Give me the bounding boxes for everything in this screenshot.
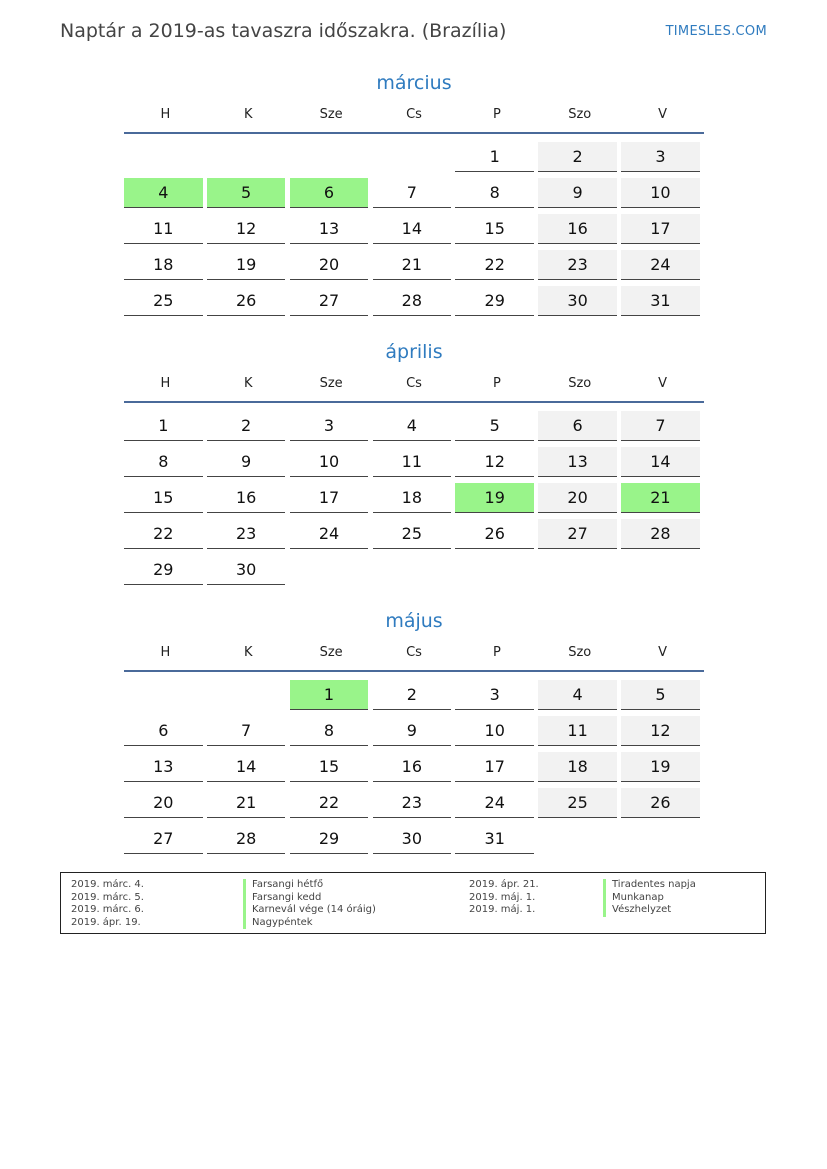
weekday-label: V	[658, 644, 668, 660]
empty-cell	[455, 555, 534, 585]
day-cell: 10	[621, 178, 700, 208]
legend-names-left	[243, 879, 376, 929]
brand-link[interactable]: TIMESLES.COM	[665, 24, 767, 39]
day-cell: 4	[373, 411, 452, 441]
day-cell: 12	[455, 447, 534, 477]
weekday-label: V	[658, 375, 668, 391]
day-grid	[124, 138, 704, 318]
week-row	[124, 246, 704, 282]
weekday-label: Szo	[568, 644, 592, 660]
day-cell: 14	[207, 752, 286, 782]
weekday-header	[124, 365, 704, 403]
legend-holiday-name: Karnevál vége (14 óráig)	[243, 904, 376, 917]
day-cell: 31	[621, 286, 700, 316]
empty-cell	[207, 680, 286, 710]
day-cell: 14	[621, 447, 700, 477]
legend-date: 2019. máj. 1.	[469, 891, 536, 903]
day-cell: 22	[455, 250, 534, 280]
weekday-label: Sze	[319, 106, 343, 122]
day-cell: 29	[124, 555, 203, 585]
day-cell: 3	[455, 680, 534, 710]
day-cell: 28	[621, 519, 700, 549]
day-cell: 24	[290, 519, 369, 549]
weekday-label: P	[492, 644, 501, 660]
month-name: május	[385, 610, 443, 632]
day-cell: 17	[621, 214, 700, 244]
day-cell: 21	[373, 250, 452, 280]
weekday-label: K	[244, 644, 253, 660]
weekday-label: P	[492, 375, 501, 391]
week-row	[124, 515, 704, 551]
weekday-label: V	[658, 106, 668, 122]
day-cell: 26	[621, 788, 700, 818]
week-row	[124, 282, 704, 318]
legend-date: 2019. ápr. 21.	[469, 879, 539, 890]
legend-date: 2019. márc. 5.	[71, 891, 144, 903]
weekday-label: Sze	[319, 644, 343, 660]
day-cell: 30	[207, 555, 286, 585]
page-title: Naptár a 2019-as tavaszra időszakra. (Brazília)	[60, 20, 507, 42]
day-cell: 18	[124, 250, 203, 280]
weekday-label: Szo	[568, 375, 592, 391]
weekday-label: H	[160, 375, 171, 391]
day-cell: 16	[373, 752, 452, 782]
week-row	[124, 784, 704, 820]
day-cell: 6	[124, 716, 203, 746]
day-cell: 25	[538, 788, 617, 818]
month-calendar	[124, 608, 704, 856]
day-cell: 27	[290, 286, 369, 316]
day-cell: 25	[124, 286, 203, 316]
day-cell: 2	[538, 142, 617, 172]
day-cell: 29	[455, 286, 534, 316]
day-cell: 6	[538, 411, 617, 441]
day-cell: 8	[124, 447, 203, 477]
legend-date: 2019. márc. 6.	[71, 904, 144, 915]
day-cell: 24	[621, 250, 700, 280]
day-cell: 27	[538, 519, 617, 549]
week-row	[124, 551, 704, 587]
empty-cell	[124, 142, 203, 172]
day-cell: 17	[290, 483, 369, 513]
legend-dates-left	[71, 879, 144, 929]
day-cell: 1	[290, 680, 369, 710]
day-cell: 18	[373, 483, 452, 513]
day-cell: 3	[290, 411, 369, 441]
day-cell: 15	[290, 752, 369, 782]
day-cell: 24	[455, 788, 534, 818]
day-cell: 10	[455, 716, 534, 746]
legend-date: 2019. márc. 4.	[71, 879, 144, 890]
day-cell: 6	[290, 178, 369, 208]
empty-cell	[373, 555, 452, 585]
day-cell: 19	[621, 752, 700, 782]
day-cell: 12	[207, 214, 286, 244]
day-cell: 2	[207, 411, 286, 441]
day-cell: 8	[290, 716, 369, 746]
day-cell: 10	[290, 447, 369, 477]
weekday-header	[124, 96, 704, 134]
day-cell: 31	[455, 824, 534, 854]
day-cell: 16	[207, 483, 286, 513]
day-cell: 7	[621, 411, 700, 441]
day-cell: 13	[124, 752, 203, 782]
day-cell: 1	[455, 142, 534, 172]
day-cell: 2	[373, 680, 452, 710]
empty-cell	[207, 142, 286, 172]
week-row	[124, 676, 704, 712]
day-cell: 14	[373, 214, 452, 244]
empty-cell	[290, 555, 369, 585]
day-cell: 21	[621, 483, 700, 513]
weekday-label: P	[492, 106, 501, 122]
legend-holiday-name: Farsangi hétfő	[243, 879, 376, 892]
empty-cell	[621, 555, 700, 585]
week-row	[124, 820, 704, 856]
day-cell: 25	[373, 519, 452, 549]
legend-dates-right	[469, 879, 539, 917]
day-cell: 9	[538, 178, 617, 208]
empty-cell	[290, 142, 369, 172]
day-cell: 19	[207, 250, 286, 280]
day-cell: 7	[373, 178, 452, 208]
month-calendar	[124, 339, 704, 587]
day-grid	[124, 407, 704, 587]
week-row	[124, 138, 704, 174]
day-cell: 11	[373, 447, 452, 477]
day-cell: 15	[124, 483, 203, 513]
day-cell: 9	[207, 447, 286, 477]
day-cell: 28	[207, 824, 286, 854]
day-cell: 20	[290, 250, 369, 280]
day-cell: 26	[455, 519, 534, 549]
day-cell: 22	[124, 519, 203, 549]
day-cell: 26	[207, 286, 286, 316]
legend-holiday-name: Nagypéntek	[243, 917, 376, 930]
week-row	[124, 479, 704, 515]
day-cell: 23	[538, 250, 617, 280]
empty-cell	[621, 824, 700, 854]
week-row	[124, 174, 704, 210]
day-cell: 19	[455, 483, 534, 513]
day-cell: 28	[373, 286, 452, 316]
weekday-label: H	[160, 106, 171, 122]
legend-holiday-name: Munkanap	[603, 892, 696, 905]
weekday-label: K	[244, 375, 253, 391]
day-cell: 5	[207, 178, 286, 208]
day-cell: 12	[621, 716, 700, 746]
legend-date: 2019. ápr. 19.	[71, 916, 141, 928]
day-cell: 13	[290, 214, 369, 244]
legend-holiday-name: Vészhelyzet	[603, 904, 696, 917]
weekday-label: Sze	[319, 375, 343, 391]
day-cell: 3	[621, 142, 700, 172]
weekday-label: Cs	[406, 106, 422, 122]
day-cell: 15	[455, 214, 534, 244]
day-cell: 5	[455, 411, 534, 441]
legend-holiday-name: Farsangi kedd	[243, 892, 376, 905]
weekday-label: H	[160, 644, 171, 660]
week-row	[124, 712, 704, 748]
day-cell: 17	[455, 752, 534, 782]
month-calendar	[124, 70, 704, 318]
week-row	[124, 210, 704, 246]
day-cell: 8	[455, 178, 534, 208]
week-row	[124, 407, 704, 443]
day-cell: 29	[290, 824, 369, 854]
day-cell: 13	[538, 447, 617, 477]
legend-names-right	[603, 879, 696, 917]
empty-cell	[373, 142, 452, 172]
day-cell: 23	[373, 788, 452, 818]
day-cell: 4	[124, 178, 203, 208]
day-cell: 4	[538, 680, 617, 710]
empty-cell	[538, 555, 617, 585]
day-cell: 27	[124, 824, 203, 854]
day-cell: 11	[124, 214, 203, 244]
month-name: március	[376, 72, 452, 94]
day-cell: 20	[538, 483, 617, 513]
day-cell: 16	[538, 214, 617, 244]
day-grid	[124, 676, 704, 856]
legend-date: 2019. máj. 1.	[469, 904, 536, 915]
weekday-label: Cs	[406, 644, 422, 660]
day-cell: 23	[207, 519, 286, 549]
legend-holiday-name: Tiradentes napja	[603, 879, 696, 892]
week-row	[124, 748, 704, 784]
day-cell: 1	[124, 411, 203, 441]
day-cell: 22	[290, 788, 369, 818]
weekday-header	[124, 634, 704, 672]
month-name: április	[385, 341, 443, 363]
day-cell: 20	[124, 788, 203, 818]
empty-cell	[538, 824, 617, 854]
day-cell: 21	[207, 788, 286, 818]
weekday-label: K	[244, 106, 253, 122]
day-cell: 30	[538, 286, 617, 316]
day-cell: 5	[621, 680, 700, 710]
week-row	[124, 443, 704, 479]
day-cell: 30	[373, 824, 452, 854]
holiday-legend	[60, 872, 766, 934]
weekday-label: Szo	[568, 106, 592, 122]
day-cell: 11	[538, 716, 617, 746]
day-cell: 18	[538, 752, 617, 782]
day-cell: 9	[373, 716, 452, 746]
weekday-label: Cs	[406, 375, 422, 391]
empty-cell	[124, 680, 203, 710]
day-cell: 7	[207, 716, 286, 746]
